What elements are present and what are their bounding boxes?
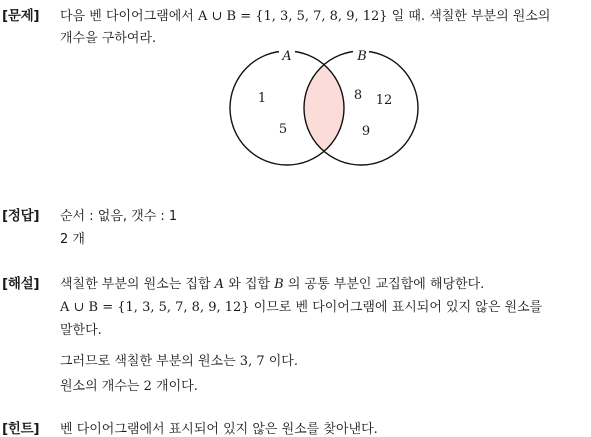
- union-expression: A ∪ B = {1, 3, 5, 7, 8, 9, 12}: [60, 300, 250, 315]
- explanation-text: 이다.: [264, 354, 298, 369]
- element-b-3: 9: [361, 124, 371, 139]
- explanation-line-1: [60, 273, 484, 292]
- explanation-text: 그러므로 색칠한 부분의 원소는: [60, 354, 240, 369]
- problem-line-2: 개수을 구하여라.: [60, 31, 157, 46]
- venn-diagram: [225, 46, 425, 172]
- explanation-text: 색칠한 부분의 원소는 집합: [60, 277, 215, 292]
- explanation-label: [해설]: [2, 276, 40, 292]
- problem-label: [문제]: [2, 8, 40, 24]
- answer-line-2: 2 개: [60, 232, 85, 247]
- hint-line-1: 벤 다이어그램에서 표시되어 있지 않은 원소를 찾아낸다.: [60, 422, 378, 437]
- answer-line-1: 순서 : 없음, 갯수 : 1: [60, 209, 178, 224]
- set-b-symbol: B: [274, 277, 284, 292]
- hint-label: [힌트]: [2, 421, 40, 437]
- element-b-2: 12: [375, 93, 393, 108]
- explanation-line-2: [60, 296, 542, 315]
- explanation-text: 원소의 개수는: [60, 379, 144, 394]
- problem-text-post: 일 때. 색칠한 부분의 원소의: [387, 9, 551, 24]
- explanation-text: 와 집합: [224, 277, 275, 292]
- explanation-text: 개이다.: [151, 379, 198, 394]
- element-count: 2: [143, 379, 152, 394]
- problem-line-1: [60, 5, 550, 24]
- element-a-1: 1: [257, 91, 267, 106]
- explanation-line-3: 말한다.: [60, 323, 102, 338]
- explanation-text: 이므로 벤 다이어그램에 표시되어 있지 않은 원소를: [249, 300, 543, 315]
- set-b-label: B: [357, 49, 367, 64]
- element-b-1: 8: [353, 88, 363, 103]
- set-a-label: A: [282, 49, 292, 64]
- explanation-line-5: [60, 375, 198, 394]
- element-a-2: 5: [278, 122, 288, 137]
- union-expression: A ∪ B = {1, 3, 5, 7, 8, 9, 12}: [197, 9, 388, 24]
- shaded-elements: 3, 7: [239, 354, 265, 369]
- problem-text-pre: 다음 벤 다이어그램에서: [60, 9, 198, 24]
- explanation-text: 의 공통 부분인 교집합에 해당한다.: [283, 277, 485, 292]
- set-a-symbol: A: [214, 277, 225, 292]
- explanation-line-4: [60, 350, 298, 369]
- answer-label: [정답]: [2, 208, 40, 224]
